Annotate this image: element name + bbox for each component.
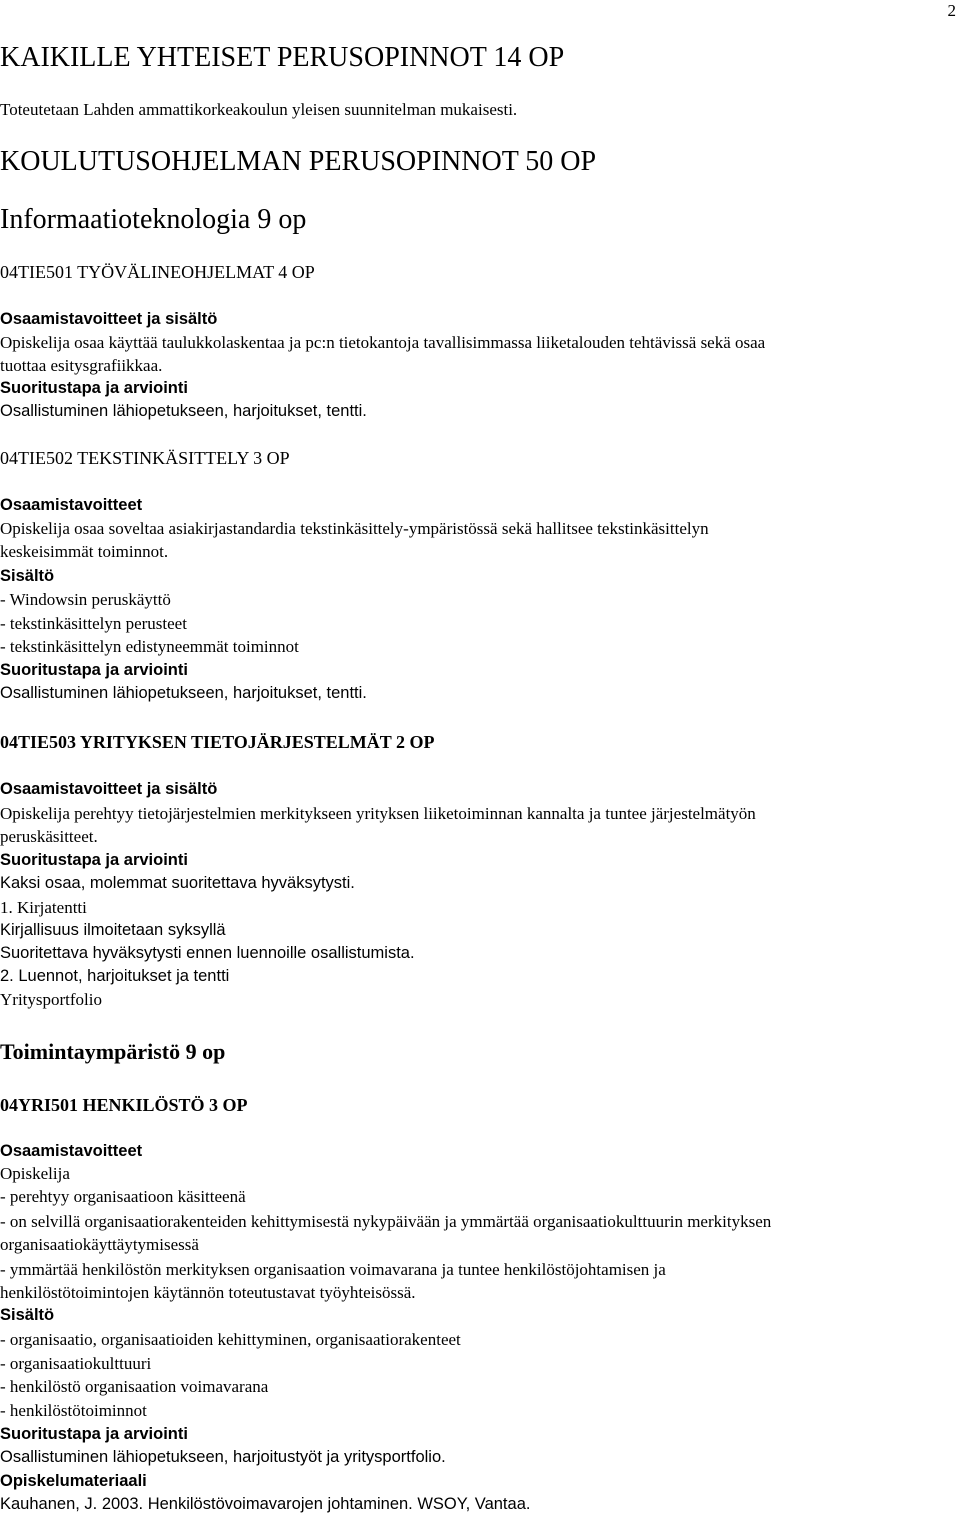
body-text: Opiskelija perehtyy tietojärjestelmien merkitykseen yrityksen liiketoiminnan kannalta ja tuntee järjestelmätyön	[0, 804, 756, 823]
body-text: Suoritettava hyväksytysti ennen luennoille osallistumista.	[0, 944, 415, 962]
body-text: henkilöstötoimintojen käytännön toteutustavat työyhteisössä.	[0, 1283, 416, 1302]
section-heading: KAIKILLE YHTEISET PERUSOPINNOT 14 OP	[0, 42, 565, 73]
body-text: keskeisimmät toiminnot.	[0, 542, 169, 561]
body-text: - perehtyy organisaatioon käsitteenä	[0, 1187, 246, 1206]
field-label: Osaamistavoitteet ja sisältö	[0, 780, 218, 798]
subsection-heading: Toimintaympäristö 9 op	[0, 1039, 226, 1064]
body-text: Osallistuminen lähiopetukseen, harjoitukset, tentti.	[0, 684, 367, 702]
body-text: Opiskelija osaa käyttää taulukkolaskentaa ja pc:n tietokantoja tavallisimmassa liiketalouden tehtävissä sekä osaa	[0, 333, 766, 352]
body-text: - on selvillä organisaatiorakenteiden kehittymisestä nykypäivään ja ymmärtää organisaatiokulttuurin merkityksen	[0, 1212, 772, 1231]
body-text: Yritysportfolio	[0, 990, 102, 1009]
body-text: peruskäsitteet.	[0, 827, 98, 846]
body-text: Osallistuminen lähiopetukseen, harjoitustyöt ja yritysportfolio.	[0, 1448, 446, 1466]
field-label: Suoritustapa ja arviointi	[0, 1425, 188, 1443]
body-text: Kaksi osaa, molemmat suoritettava hyväksytysti.	[0, 874, 355, 892]
body-text: Opiskelija osaa soveltaa asiakirjastandardia tekstinkäsittely-ympäristössä sekä hallitsee tekstinkäsittelyn	[0, 519, 709, 538]
body-text: - tekstinkäsittelyn edistyneemmät toiminnot	[0, 637, 299, 656]
field-label: Suoritustapa ja arviointi	[0, 851, 188, 869]
field-label: Osaamistavoitteet ja sisältö	[0, 310, 218, 328]
body-text: 2. Luennot, harjoitukset ja tentti	[0, 967, 230, 985]
body-text: Opiskelija	[0, 1164, 70, 1183]
section-heading: Informaatioteknologia 9 op	[0, 204, 307, 235]
body-text: - henkilöstötoiminnot	[0, 1401, 147, 1420]
section-heading: KOULUTUSOHJELMAN PERUSOPINNOT 50 OP	[0, 146, 597, 177]
body-text: 1. Kirjatentti	[0, 898, 87, 917]
page-number: 2	[947, 1, 956, 20]
body-text: Osallistuminen lähiopetukseen, harjoitukset, tentti.	[0, 402, 367, 420]
body-text: Kauhanen, J. 2003. Henkilöstövoimavarojen johtaminen. WSOY, Vantaa.	[0, 1495, 531, 1513]
field-label: Suoritustapa ja arviointi	[0, 661, 188, 679]
body-text: - henkilöstö organisaation voimavarana	[0, 1377, 269, 1396]
field-label: Sisältö	[0, 567, 55, 585]
body-text: - organisaatio, organisaatioiden kehittyminen, organisaatiorakenteet	[0, 1330, 461, 1349]
field-label: Suoritustapa ja arviointi	[0, 379, 188, 397]
course-title: 04TIE502 TEKSTINKÄSITTELY 3 OP	[0, 448, 290, 468]
field-label: Sisältö	[0, 1306, 55, 1324]
body-text: - tekstinkäsittelyn perusteet	[0, 614, 187, 633]
course-title: 04TIE501 TYÖVÄLINEOHJELMAT 4 OP	[0, 262, 315, 282]
body-text: - ymmärtää henkilöstön merkityksen organisaation voimavarana ja tuntee henkilöstöjohtamisen ja	[0, 1260, 666, 1279]
course-title: 04TIE503 YRITYKSEN TIETOJÄRJESTELMÄT 2 OP	[0, 732, 435, 752]
body-text: organisaatiokäyttäytymisessä	[0, 1235, 199, 1254]
body-text: Kirjallisuus ilmoitetaan syksyllä	[0, 921, 226, 939]
body-text: - Windowsin peruskäyttö	[0, 590, 171, 609]
body-text: tuottaa esitysgrafiikkaa.	[0, 356, 163, 375]
course-title: 04YRI501 HENKILÖSTÖ 3 OP	[0, 1095, 248, 1115]
field-label: Osaamistavoitteet	[0, 1142, 143, 1160]
body-text: - organisaatiokulttuuri	[0, 1354, 152, 1373]
field-label: Opiskelumateriaali	[0, 1472, 147, 1490]
field-label: Osaamistavoitteet	[0, 496, 143, 514]
body-text: Toteutetaan Lahden ammattikorkeakoulun yleisen suunnitelman mukaisesti.	[0, 100, 518, 119]
